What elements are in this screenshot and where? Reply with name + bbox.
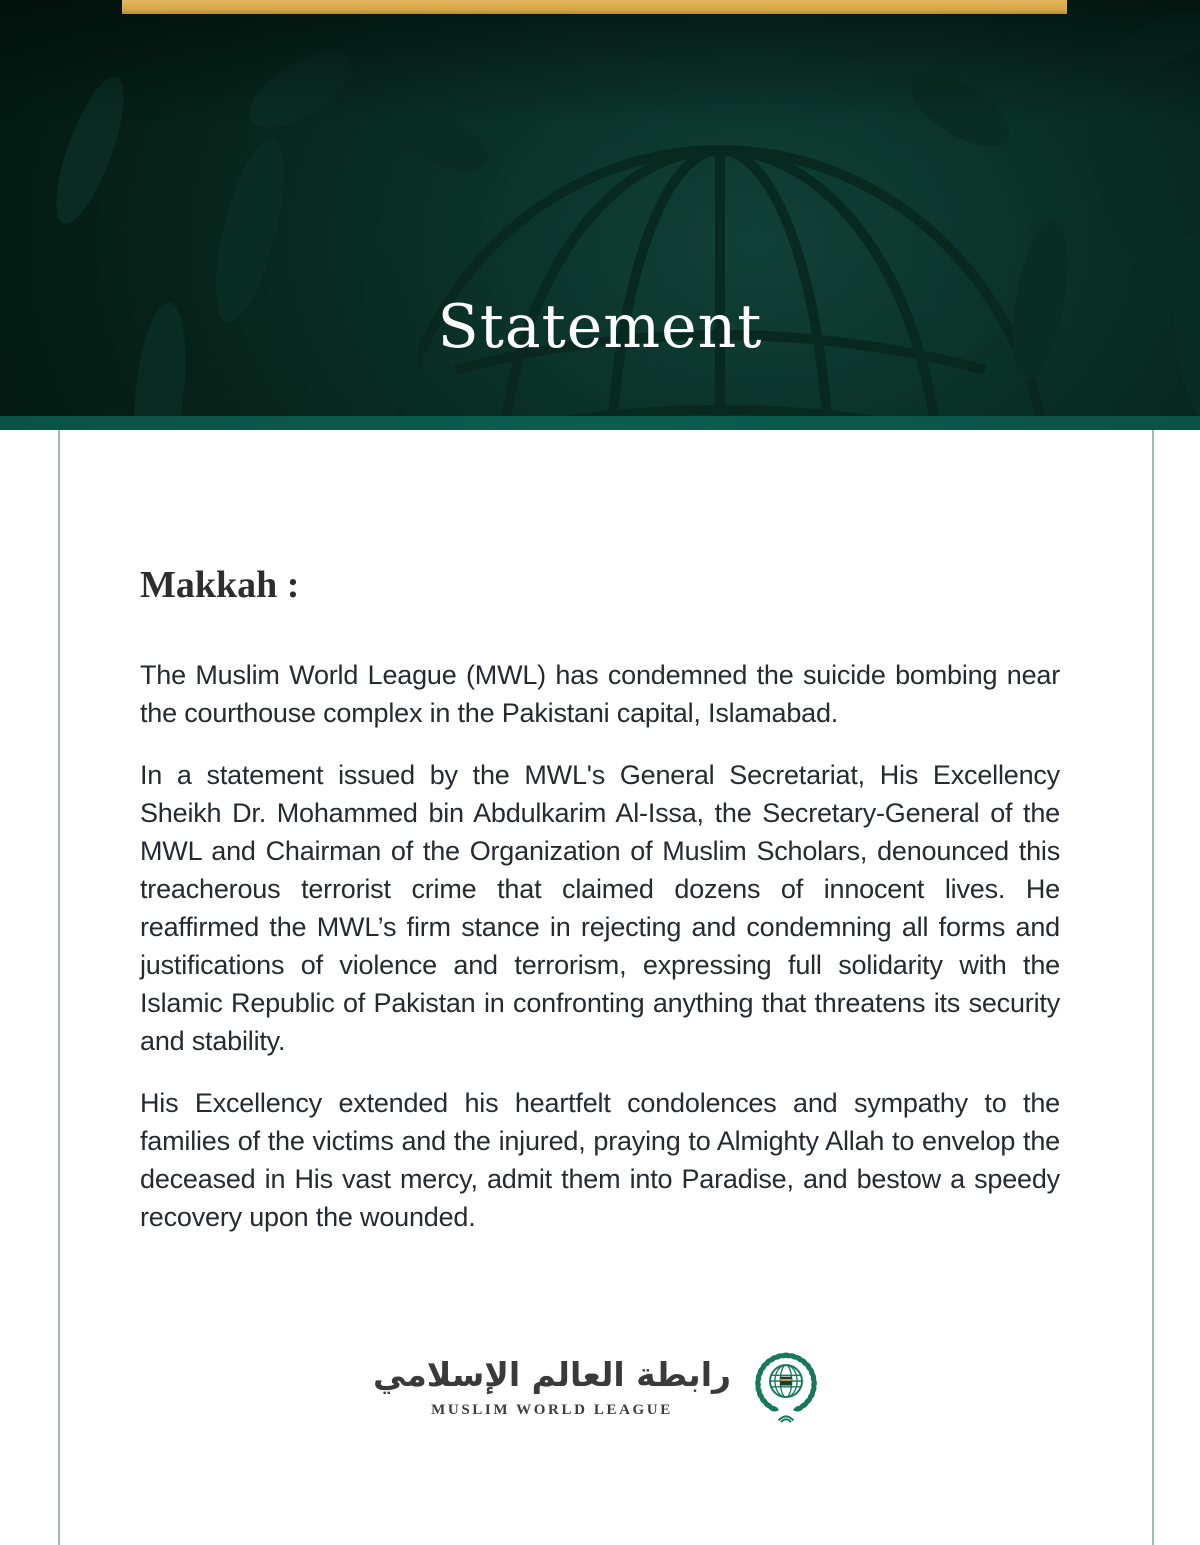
- teal-divider-band: [0, 416, 1200, 430]
- paragraph-3: His Excellency extended his heartfelt condolences and sympathy to the families of the victims and the injured, praying to Almighty Allah to envelop the deceased in His vast mercy, admit them into Paradise, and bestow a speedy recovery upon the wounded.: [140, 1088, 1060, 1232]
- mwl-logo-text: [373, 1353, 731, 1419]
- statement-article: [140, 430, 1060, 1236]
- gold-accent-bar: [122, 0, 1067, 14]
- page-title: Statement: [437, 292, 763, 362]
- mwl-emblem-icon: [745, 1342, 827, 1430]
- wreath-stems-icon: [779, 1416, 794, 1422]
- globe-icon: [770, 1365, 802, 1397]
- statement-body: [0, 430, 1200, 1545]
- kaaba-icon: [780, 1377, 791, 1386]
- globe-silhouette: [390, 150, 1050, 416]
- top-vignette: [0, 0, 1200, 120]
- paragraph-1: The Muslim World League (MWL) has condemned the suicide bombing near the courthouse complex in the Pakistani capital, Islamabad.: [140, 660, 1060, 728]
- dateline-heading: Makkah :: [140, 564, 300, 606]
- mwl-wordmark: MUSLIM WORLD LEAGUE: [431, 1401, 673, 1418]
- header-banner: [0, 0, 1200, 416]
- mwl-logo: [0, 1342, 1200, 1430]
- mwl-arabic-name: رابطة العالم الإسلامي: [372, 1355, 732, 1395]
- paragraph-2: In a statement issued by the MWL's General Secretariat, His Excellency Sheikh Dr. Mohammed bin Abdulkarim Al-Issa, the Secretary-General of the MWL and Chairman of the Organization of Muslim Scholars, denounced this treacherous terrorist crime that claimed dozens of innocent lives. He reaffirmed the MWL’s firm stance in rejecting and condemning all forms and justifications of violence and terrorism, expressing full solidarity with the Islamic Republic of Pakistan in confronting anything that threatens its security and stability.: [140, 760, 1060, 1056]
